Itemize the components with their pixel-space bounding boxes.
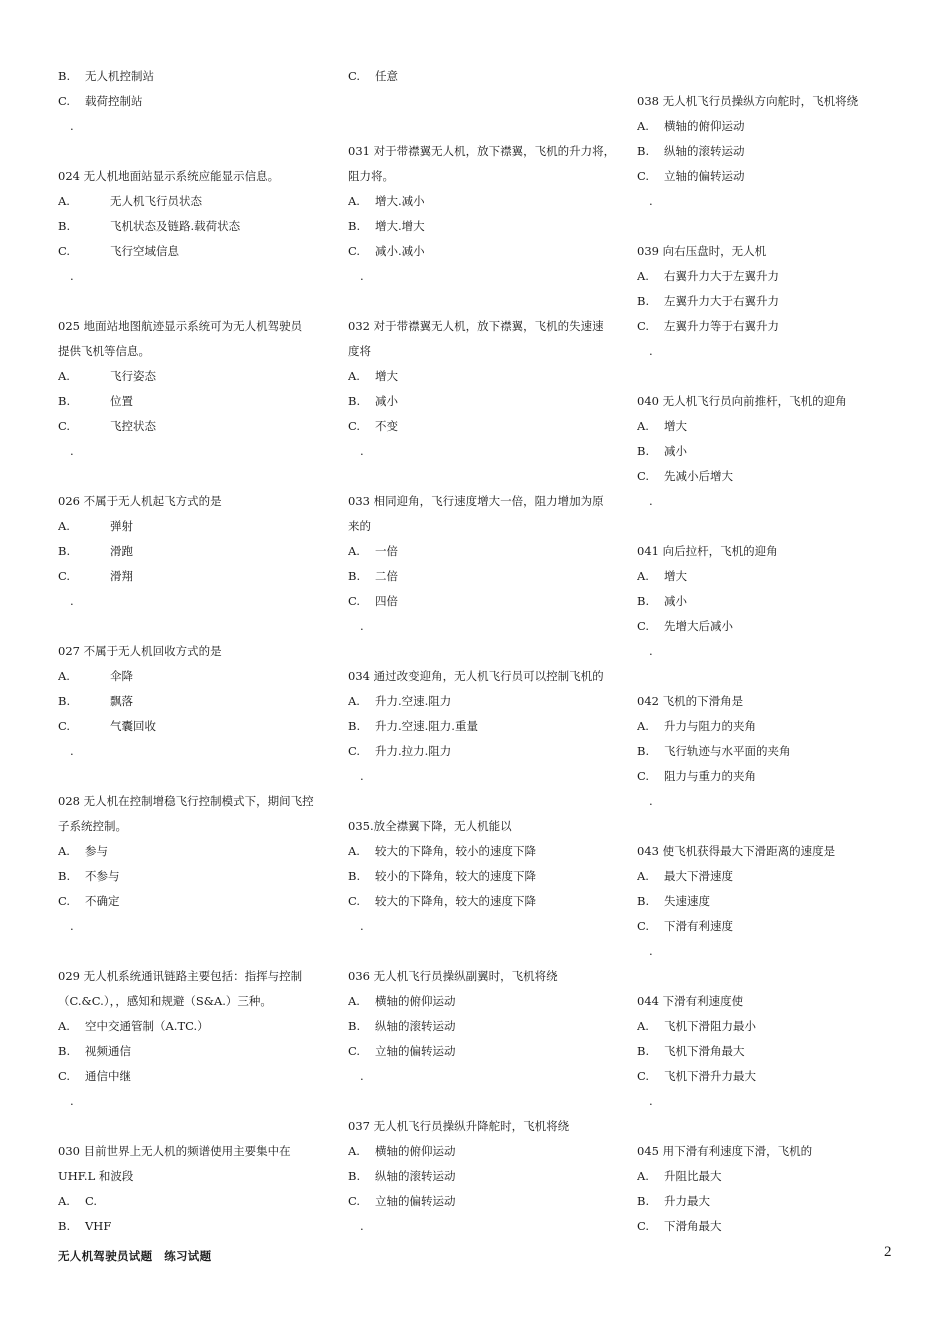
answer-option: [348, 189, 616, 214]
option-text: 横轴的俯仰运动: [375, 1144, 456, 1158]
answer-option: [58, 1189, 326, 1214]
option-letter: A.: [637, 569, 649, 583]
option-letter: A.: [348, 194, 360, 208]
option-text: 气囊回收: [110, 719, 156, 733]
option-text: 伞降: [110, 669, 133, 683]
answer-option: [58, 689, 326, 714]
option-text: 立轴的偏转运动: [375, 1194, 456, 1208]
option-text: 右翼升力大于左翼升力: [664, 269, 779, 283]
answer-option: [58, 564, 326, 589]
option-text: 升力最大: [664, 1194, 710, 1208]
spacer-line: [637, 64, 899, 89]
option-letter: B.: [637, 894, 650, 908]
option-letter: B.: [58, 1044, 71, 1058]
answer-option: [637, 739, 899, 764]
option-text: 下滑角最大: [664, 1219, 722, 1233]
answer-blank-mark: .: [649, 1094, 653, 1108]
answer-option: [637, 114, 899, 139]
spacer-line: [58, 139, 326, 164]
option-text: 立轴的偏转运动: [664, 169, 745, 183]
option-letter: B.: [637, 744, 650, 758]
answer-blank-mark: .: [70, 919, 74, 933]
option-text: 参与: [85, 844, 108, 858]
option-letter: B.: [637, 294, 650, 308]
answer-option: [348, 589, 616, 614]
option-text: 升力.空速.阻力.重量: [375, 719, 478, 733]
option-letter: B.: [348, 1019, 361, 1033]
option-text: 纵轴的滚转运动: [375, 1019, 456, 1033]
answer-option: [58, 514, 326, 539]
option-text: 无人机飞行员状态: [110, 194, 202, 208]
answer-option: [348, 364, 616, 389]
option-letter: A.: [58, 669, 70, 683]
spacer-line: [58, 289, 326, 314]
answer-option: [348, 989, 616, 1014]
option-text: 飞机下滑阻力最小: [664, 1019, 756, 1033]
option-letter: B.: [58, 1219, 71, 1233]
option-text: 纵轴的滚转运动: [375, 1169, 456, 1183]
option-text: 下滑有利速度: [664, 919, 733, 933]
option-letter: A.: [637, 419, 649, 433]
option-letter: A.: [348, 544, 360, 558]
spacer-line: [637, 364, 899, 389]
answer-blank-mark: .: [360, 919, 364, 933]
question-text: 034 通过改变迎角，无人机飞行员可以控制飞机的: [348, 669, 604, 683]
answer-blank-mark: .: [649, 944, 653, 958]
question-text: 033 相同迎角，飞行速度增大一倍，阻力增加为原: [348, 494, 604, 508]
option-text: 横轴的俯仰运动: [664, 119, 745, 133]
option-text: 一倍: [375, 544, 398, 558]
option-text: 视频通信: [85, 1044, 131, 1058]
option-letter: C.: [348, 594, 361, 608]
question-text: 提供飞机等信息。: [58, 344, 150, 358]
option-text: 飞行姿态: [110, 369, 156, 383]
option-text: 载荷控制站: [85, 94, 143, 108]
option-letter: C.: [58, 569, 71, 583]
answer-option: [637, 1164, 899, 1189]
question-text: 027 不属于无人机回收方式的是: [58, 644, 222, 658]
option-letter: B.: [348, 719, 361, 733]
option-letter: B.: [637, 144, 650, 158]
option-letter: C.: [58, 1069, 71, 1083]
question-text: 来的: [348, 519, 371, 533]
answer-option: [348, 839, 616, 864]
option-letter: C.: [637, 1219, 650, 1233]
option-letter: B.: [348, 394, 361, 408]
option-letter: B.: [58, 869, 71, 883]
option-letter: A.: [348, 369, 360, 383]
option-text: 减小: [664, 594, 687, 608]
answer-blank-mark: .: [70, 269, 74, 283]
option-text: 滑翔: [110, 569, 133, 583]
option-letter: C.: [637, 1069, 650, 1083]
answer-option: [637, 714, 899, 739]
answer-option: [637, 589, 899, 614]
answer-option: [58, 214, 326, 239]
answer-option: [637, 464, 899, 489]
answer-option: [348, 1164, 616, 1189]
spacer-line: [348, 1089, 616, 1114]
answer-option: [58, 1214, 326, 1239]
answer-option: [58, 889, 326, 914]
option-letter: B.: [58, 394, 71, 408]
option-text: 较大的下降角，较大的速度下降: [375, 894, 536, 908]
option-letter: C.: [58, 894, 71, 908]
option-text: 不参与: [85, 869, 120, 883]
option-letter: A.: [637, 869, 649, 883]
option-letter: A.: [58, 844, 70, 858]
option-text: 无人机控制站: [85, 69, 154, 83]
question-text: 042 飞机的下滑角是: [637, 694, 744, 708]
option-letter: A.: [348, 994, 360, 1008]
answer-option: [58, 64, 326, 89]
answer-option: [58, 239, 326, 264]
option-letter: B.: [637, 1044, 650, 1058]
option-text: 通信中继: [85, 1069, 131, 1083]
answer-option: [58, 1039, 326, 1064]
option-text: 横轴的俯仰运动: [375, 994, 456, 1008]
option-text: 飞机状态及链路.载荷状态: [110, 219, 241, 233]
question-text: 028 无人机在控制增稳飞行控制模式下，期间飞控: [58, 794, 314, 808]
option-text: 减小: [375, 394, 398, 408]
answer-option: [58, 664, 326, 689]
answer-option: [348, 564, 616, 589]
option-letter: C.: [58, 94, 71, 108]
spacer-line: [348, 289, 616, 314]
answer-option: [348, 1139, 616, 1164]
answer-option: [637, 1039, 899, 1064]
answer-option: [58, 839, 326, 864]
question-text: 子系统控制。: [58, 819, 127, 833]
answer-blank-mark: .: [360, 269, 364, 283]
option-text: 先减小后增大: [664, 469, 733, 483]
answer-option: [637, 864, 899, 889]
column-2: [348, 64, 616, 1239]
answer-blank-mark: .: [360, 444, 364, 458]
spacer-line: [58, 939, 326, 964]
answer-option: [58, 864, 326, 889]
answer-option: [348, 889, 616, 914]
option-text: 飞机下滑升力最大: [664, 1069, 756, 1083]
option-letter: C.: [637, 619, 650, 633]
option-letter: A.: [58, 1019, 70, 1033]
option-text: 左翼升力等于右翼升力: [664, 319, 779, 333]
option-letter: A.: [637, 1169, 649, 1183]
answer-option: [348, 539, 616, 564]
option-text: 飘落: [110, 694, 133, 708]
option-letter: A.: [637, 1019, 649, 1033]
question-text: 036 无人机飞行员操纵副翼时，飞机将绕: [348, 969, 558, 983]
option-text: 四倍: [375, 594, 398, 608]
answer-blank-mark: .: [360, 619, 364, 633]
answer-option: [348, 239, 616, 264]
option-text: 飞控状态: [110, 419, 156, 433]
question-text: 038 无人机飞行员操纵方向舵时，飞机将绕: [637, 94, 859, 108]
option-letter: B.: [348, 569, 361, 583]
option-text: 滑跑: [110, 544, 133, 558]
option-letter: C.: [348, 744, 361, 758]
option-letter: C.: [58, 244, 71, 258]
answer-option: [637, 264, 899, 289]
answer-option: [637, 914, 899, 939]
option-letter: B.: [637, 1194, 650, 1208]
question-text: 032 对于带襟翼无人机，放下襟翼，飞机的失速速: [348, 319, 604, 333]
answer-option: [58, 414, 326, 439]
option-text: 较小的下降角，较大的速度下降: [375, 869, 536, 883]
answer-option: [348, 1014, 616, 1039]
option-text: 升力与阻力的夹角: [664, 719, 756, 733]
option-text: 先增大后减小: [664, 619, 733, 633]
answer-option: [348, 1189, 616, 1214]
answer-option: [348, 689, 616, 714]
option-letter: A.: [637, 269, 649, 283]
answer-option: [58, 539, 326, 564]
answer-option: [348, 64, 616, 89]
option-letter: A.: [348, 844, 360, 858]
option-letter: B.: [348, 1169, 361, 1183]
spacer-line: [637, 964, 899, 989]
option-text: 增大: [375, 369, 398, 383]
answer-option: [58, 89, 326, 114]
option-text: 不确定: [85, 894, 120, 908]
answer-blank-mark: .: [360, 1219, 364, 1233]
option-letter: B.: [58, 694, 71, 708]
spacer-line: [348, 939, 616, 964]
answer-blank-mark: .: [70, 1094, 74, 1108]
question-text: UHF.L 和波段: [58, 1169, 134, 1183]
option-letter: A.: [637, 719, 649, 733]
option-letter: C.: [58, 419, 71, 433]
option-letter: B.: [58, 544, 71, 558]
option-text: 最大下滑速度: [664, 869, 733, 883]
question-text: 040 无人机飞行员向前推杆，飞机的迎角: [637, 394, 847, 408]
answer-option: [637, 1064, 899, 1089]
option-text: 增大.减小: [375, 194, 425, 208]
question-text: 026 不属于无人机起飞方式的是: [58, 494, 222, 508]
option-letter: C.: [348, 419, 361, 433]
question-text: 031 对于带襟翼无人机，放下襟翼，飞机的升力将，: [348, 144, 616, 158]
option-letter: C.: [348, 1194, 361, 1208]
option-letter: C.: [348, 244, 361, 258]
answer-option: [637, 164, 899, 189]
question-text: 030 目前世界上无人机的频谱使用主要集中在: [58, 1144, 291, 1158]
answer-blank-mark: .: [70, 594, 74, 608]
answer-option: [58, 1014, 326, 1039]
option-text: 飞机下滑角最大: [664, 1044, 745, 1058]
answer-option: [348, 864, 616, 889]
option-text: 位置: [110, 394, 133, 408]
spacer-line: [637, 814, 899, 839]
option-text: 增大: [664, 419, 687, 433]
spacer-line: [348, 639, 616, 664]
answer-blank-mark: .: [649, 344, 653, 358]
question-text: （C.&C.），，感知和规避（S&A.）三种。: [58, 994, 272, 1008]
answer-option: [58, 364, 326, 389]
option-text: 增大: [664, 569, 687, 583]
option-text: 不变: [375, 419, 398, 433]
option-text: C.: [85, 1194, 98, 1208]
option-letter: B.: [637, 444, 650, 458]
option-letter: C.: [637, 769, 650, 783]
option-text: 飞行空域信息: [110, 244, 179, 258]
answer-option: [58, 389, 326, 414]
option-letter: B.: [58, 69, 71, 83]
question-text: 024 无人机地面站显示系统应能显示信息。: [58, 169, 280, 183]
footer-title: 无人机驾驶员试题 练习试题: [58, 1249, 212, 1263]
answer-option: [637, 314, 899, 339]
answer-option: [637, 139, 899, 164]
option-letter: A.: [58, 1194, 70, 1208]
column-1: [58, 64, 326, 1239]
option-letter: C.: [637, 469, 650, 483]
option-letter: A.: [637, 119, 649, 133]
answer-option: [348, 739, 616, 764]
answer-option: [637, 889, 899, 914]
option-letter: C.: [348, 69, 361, 83]
option-letter: C.: [637, 919, 650, 933]
answer-blank-mark: .: [360, 769, 364, 783]
answer-blank-mark: .: [70, 119, 74, 133]
answer-option: [58, 1064, 326, 1089]
question-text: 阻力将。: [348, 169, 394, 183]
answer-option: [58, 714, 326, 739]
option-text: 纵轴的滚转运动: [664, 144, 745, 158]
question-text: 025 地面站地图航迹显示系统可为无人机驾驶员: [58, 319, 303, 333]
answer-option: [348, 1039, 616, 1064]
answer-option: [348, 714, 616, 739]
option-letter: A.: [348, 694, 360, 708]
option-text: 任意: [375, 69, 398, 83]
answer-option: [348, 214, 616, 239]
spacer-line: [58, 1114, 326, 1139]
answer-option: [348, 414, 616, 439]
question-text: 041 向后拉杆，飞机的迎角: [637, 544, 778, 558]
option-letter: C.: [58, 719, 71, 733]
option-text: 立轴的偏转运动: [375, 1044, 456, 1058]
answer-option: [637, 614, 899, 639]
option-letter: B.: [58, 219, 71, 233]
answer-blank-mark: .: [70, 444, 74, 458]
spacer-line: [637, 1114, 899, 1139]
option-letter: A.: [348, 1144, 360, 1158]
option-letter: A.: [58, 194, 70, 208]
answer-option: [348, 389, 616, 414]
option-text: 失速速度: [664, 894, 710, 908]
question-text: 045 用下滑有利速度下滑，飞机的: [637, 1144, 813, 1158]
option-text: 空中交通管制（A.TC.）: [85, 1019, 209, 1033]
spacer-line: [348, 789, 616, 814]
spacer-line: [637, 214, 899, 239]
option-letter: A.: [58, 369, 70, 383]
answer-blank-mark: .: [649, 194, 653, 208]
answer-option: [637, 564, 899, 589]
option-text: 弹射: [110, 519, 133, 533]
option-text: VHF: [85, 1219, 112, 1233]
question-text: 039 向右压盘时，无人机: [637, 244, 767, 258]
spacer-line: [348, 114, 616, 139]
option-text: 减小.减小: [375, 244, 425, 258]
option-letter: C.: [348, 1044, 361, 1058]
answer-option: [637, 414, 899, 439]
option-text: 升力.拉力.阻力: [375, 744, 452, 758]
spacer-line: [348, 89, 616, 114]
answer-option: [637, 289, 899, 314]
answer-option: [637, 1014, 899, 1039]
question-text: 044 下滑有利速度使: [637, 994, 744, 1008]
option-text: 增大.增大: [375, 219, 425, 233]
option-text: 升阻比最大: [664, 1169, 722, 1183]
question-text: 043 使飞机获得最大下滑距离的速度是: [637, 844, 836, 858]
option-letter: B.: [637, 594, 650, 608]
option-letter: C.: [637, 169, 650, 183]
option-letter: C.: [348, 894, 361, 908]
spacer-line: [637, 664, 899, 689]
spacer-line: [348, 464, 616, 489]
answer-option: [637, 764, 899, 789]
option-letter: C.: [637, 319, 650, 333]
answer-blank-mark: .: [649, 644, 653, 658]
option-text: 左翼升力大于右翼升力: [664, 294, 779, 308]
option-letter: B.: [348, 869, 361, 883]
option-letter: B.: [348, 219, 361, 233]
spacer-line: [58, 764, 326, 789]
answer-blank-mark: .: [360, 1069, 364, 1083]
question-text: 029 无人机系统通讯链路主要包括：指挥与控制: [58, 969, 303, 983]
option-text: 阻力与重力的夹角: [664, 769, 756, 783]
answer-option: [58, 189, 326, 214]
question-text: 035.放全襟翼下降，无人机能以: [348, 819, 512, 833]
spacer-line: [58, 464, 326, 489]
answer-blank-mark: .: [649, 494, 653, 508]
column-3: [637, 64, 899, 1239]
answer-option: [637, 439, 899, 464]
question-text: 度将: [348, 344, 371, 358]
question-text: 037 无人机飞行员操纵升降舵时，飞机将绕: [348, 1119, 570, 1133]
option-text: 升力.空速.阻力: [375, 694, 452, 708]
option-text: 较大的下降角，较小的速度下降: [375, 844, 536, 858]
answer-blank-mark: .: [649, 794, 653, 808]
answer-option: [637, 1214, 899, 1239]
spacer-line: [637, 514, 899, 539]
option-text: 二倍: [375, 569, 398, 583]
option-text: 飞行轨迹与水平面的夹角: [664, 744, 791, 758]
option-text: 减小: [664, 444, 687, 458]
page-number: 2: [884, 1244, 892, 1260]
answer-option: [637, 1189, 899, 1214]
option-letter: A.: [58, 519, 70, 533]
spacer-line: [58, 614, 326, 639]
answer-blank-mark: .: [70, 744, 74, 758]
